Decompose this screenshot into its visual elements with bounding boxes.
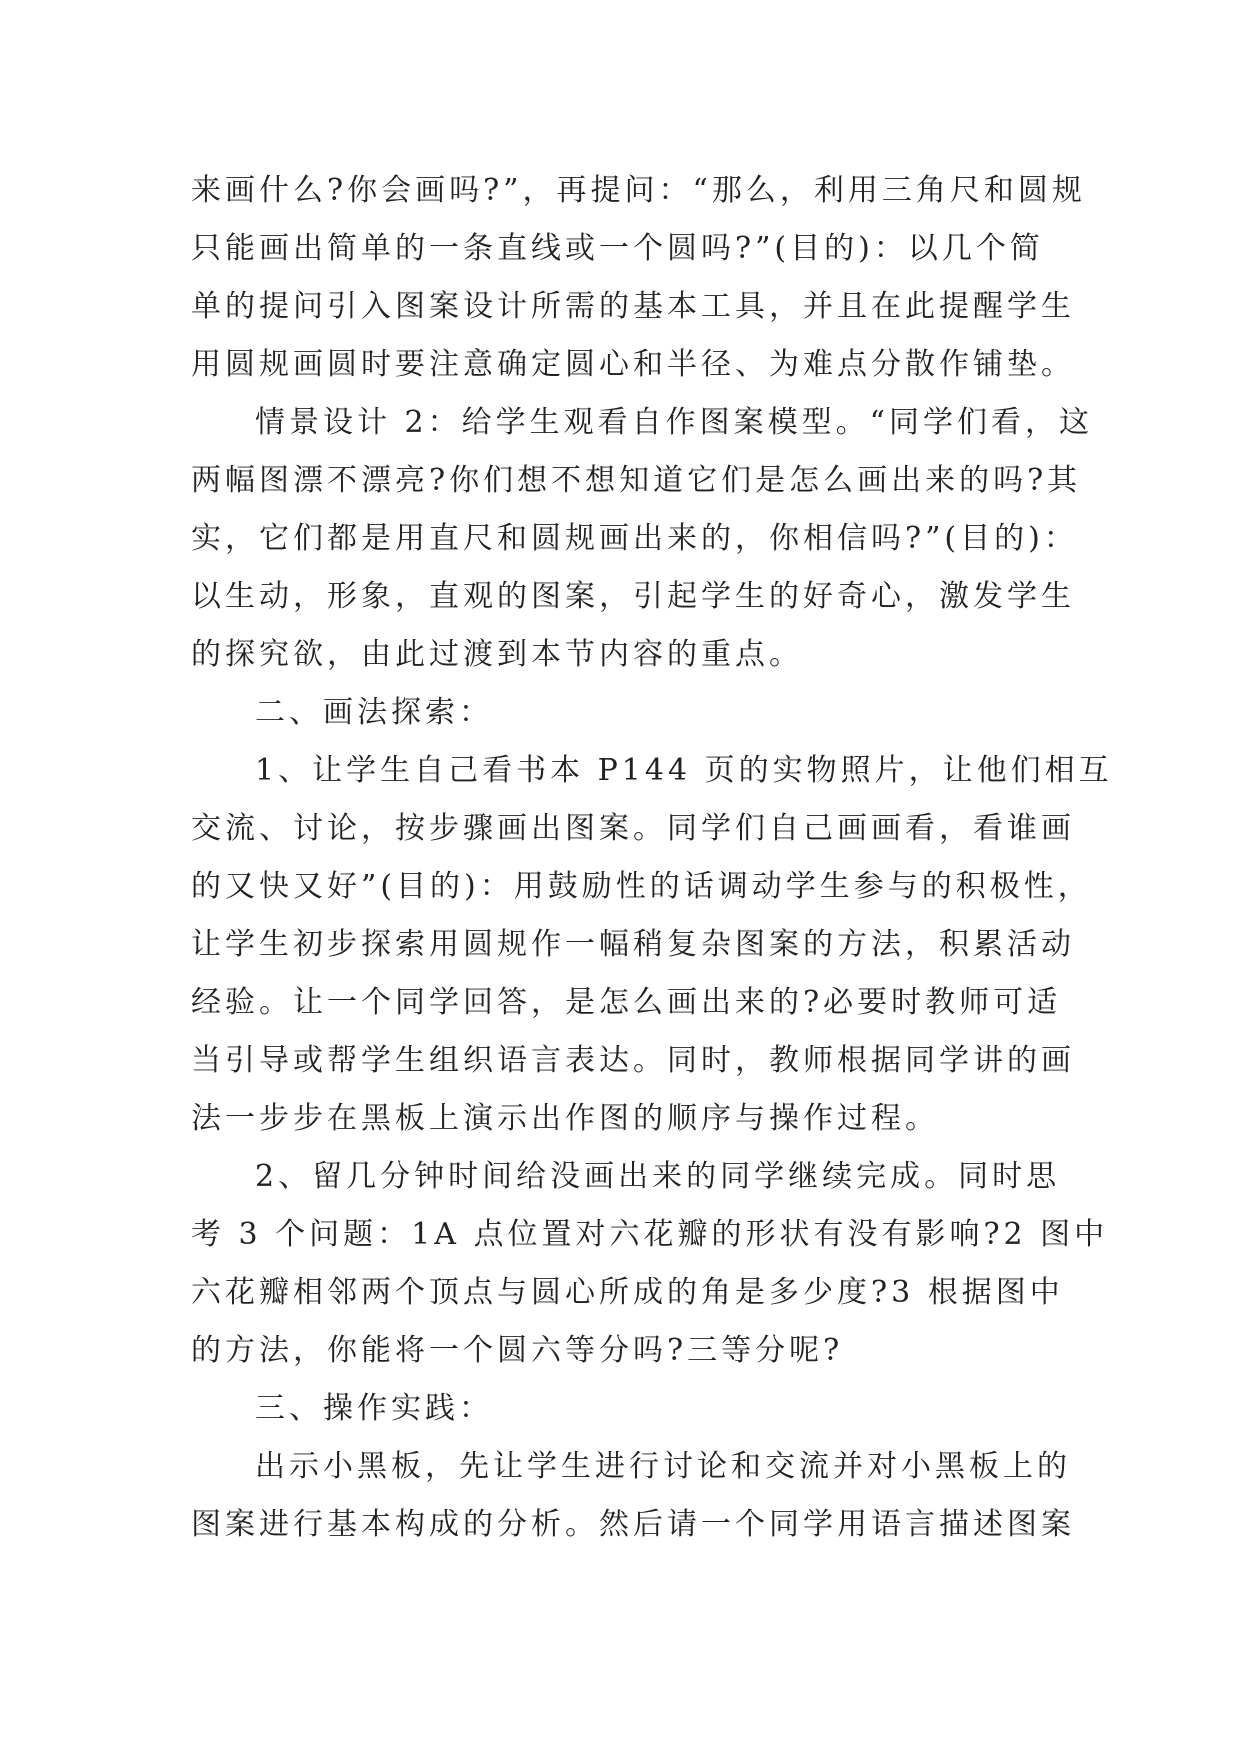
text-line: 两幅图漂不漂亮?你们想不想知道它们是怎么画出来的吗?其	[191, 463, 1082, 498]
text-line: 的方法，你能将一个圆六等分吗?三等分呢?	[191, 1333, 844, 1368]
text-line: 图案进行基本构成的分析。然后请一个同学用语言描述图案	[191, 1507, 1075, 1542]
text-line: 交流、讨论，按步骤画出图案。同学们自己画画看，看谁画	[191, 811, 1075, 846]
text-line: 来画什么?你会画吗?”，再提问：“那么，利用三角尺和圆规	[191, 173, 1086, 208]
paragraph-first-line: 出示小黑板，先让学生进行讨论和交流并对小黑板上的	[255, 1449, 1071, 1484]
text-line: 经验。让一个同学回答，是怎么画出来的?必要时教师可适	[191, 985, 1062, 1020]
text-line: 让学生初步探索用圆规作一幅稍复杂图案的方法，积累活动	[191, 927, 1075, 962]
text-line: 当引导或帮学生组织语言表达。同时，教师根据同学讲的画	[191, 1043, 1075, 1078]
paragraph-first-line: 情景设计 2：给学生观看自作图案模型。“同学们看，这	[255, 405, 1093, 440]
text-line: 以生动，形象，直观的图案，引起学生的好奇心，激发学生	[191, 579, 1075, 614]
paragraph-first-line: 1、让学生自己看书本 P144 页的实物照片，让他们相互	[255, 753, 1113, 788]
paragraph-first-line: 2、留几分钟时间给没画出来的同学继续完成。同时思	[255, 1159, 1061, 1194]
text-line: 考 3 个问题：1A 点位置对六花瓣的形状有没有影响?2 图中	[191, 1217, 1109, 1252]
text-line: 实，它们都是用直尺和圆规画出来的，你相信吗?”(目的)：	[191, 521, 1078, 556]
section-heading: 三、操作实践：	[255, 1391, 493, 1426]
text-line: 单的提问引入图案设计所需的基本工具，并且在此提醒学生	[191, 289, 1075, 324]
text-line: 只能画出简单的一条直线或一个圆吗?”(目的)：以几个简	[191, 231, 1044, 266]
text-line: 的探究欲，由此过渡到本节内容的重点。	[191, 637, 803, 672]
section-heading: 二、画法探索：	[255, 695, 493, 730]
text-line: 的又快又好”(目的)：用鼓励性的话调动学生参与的积极性，	[191, 869, 1092, 904]
text-line: 六花瓣相邻两个顶点与圆心所成的角是多少度?3 根据图中	[191, 1275, 1064, 1310]
text-line: 法一步步在黑板上演示出作图的顺序与操作过程。	[191, 1101, 939, 1136]
text-line: 用圆规画圆时要注意确定圆心和半径、为难点分散作铺垫。	[191, 347, 1075, 382]
document-body	[191, 162, 1113, 1554]
